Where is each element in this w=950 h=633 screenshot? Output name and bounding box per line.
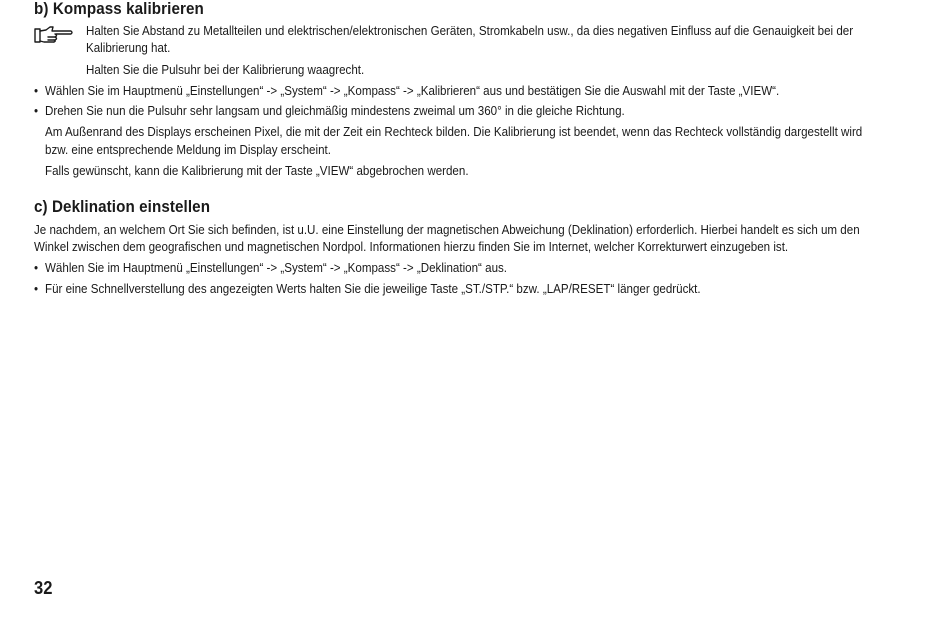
note-text-line2: Kalibrierung hat. [86, 41, 171, 55]
note-text-line3: Halten Sie die Pulsuhr bei der Kalibrierung waagrecht. [86, 63, 365, 77]
note-text-line1: Halten Sie Abstand zu Metallteilen und elektrischen/elektronischen Geräten, Stromkabeln usw., da dies negativen Einfluss auf die Genauigkeit bei der [86, 24, 854, 38]
section-c-bullet1: • Wählen Sie im Hauptmenü „Einstellungen“ -> „System“ -> „Kompass“ -> „Deklination“ aus. [45, 260, 507, 277]
page-number: 32 [34, 578, 53, 598]
section-b-bullet2: • Drehen Sie nun die Pulsuhr sehr langsam und gleichmäßig mindestens zweimal um 360° in die gleiche Richtung. [45, 103, 625, 120]
section-b-bullet1: • Wählen Sie im Hauptmenü „Einstellungen“ -> „System“ -> „Kompass“ -> „Kalibrieren“ aus und bestätigen Sie die Auswahl mit der Taste „VIEW“. [45, 83, 779, 100]
section-c-para-line2: Winkel zwischen dem geografischen und magnetischen Nordpol. Informationen hierzu finden Sie im Internet, welcher Korrekturwert einzugeben ist. [34, 240, 789, 254]
section-b-para1-line1: Am Außenrand des Displays erscheinen Pixel, die mit der Zeit ein Rechteck bilden. Die Kalibrierung ist beendet, wenn das Rechteck vollständig dargestellt wird [45, 125, 863, 139]
section-b-para1-line2: bzw. eine entsprechende Meldung im Display erscheint. [45, 143, 331, 157]
section-b-para2: Falls gewünscht, kann die Kalibrierung mit der Taste „VIEW“ abgebrochen werden. [45, 164, 469, 178]
section-c-bullet2: • Für eine Schnellverstellung des angezeigten Werts halten Sie die jeweilige Taste „ST./STP.“ bzw. „LAP/RESET“ länger gedrückt. [45, 281, 701, 298]
section-c-para-line1: Je nachdem, an welchem Ort Sie sich befinden, ist u.U. eine Einstellung der magnetischen Abweichung (Deklination) erforderlich. Hierbei handelt es sich um den [34, 223, 860, 237]
section-c-heading: c) Deklination einstellen [34, 198, 211, 216]
section-b-heading: b) Kompass kalibrieren [34, 0, 204, 18]
pointing-hand-icon [34, 24, 74, 48]
